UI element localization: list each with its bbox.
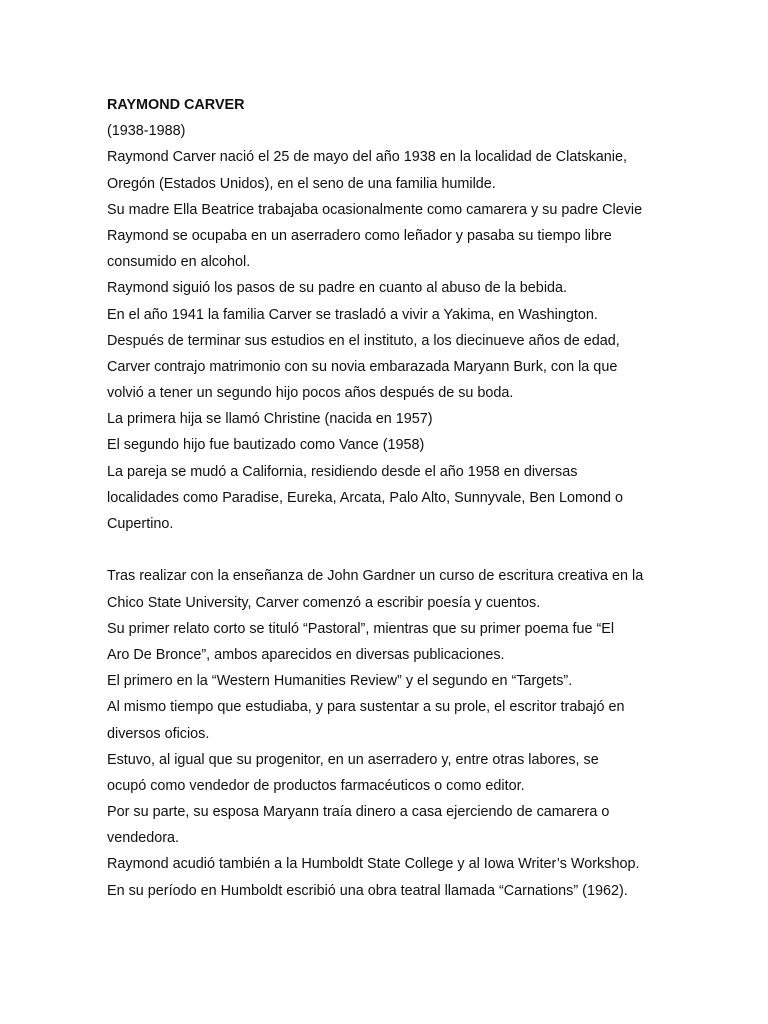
document-title: RAYMOND CARVER: [107, 97, 245, 113]
text-line: En su período en Humboldt escribió una obra teatral llamada “Carnations” (1962).: [107, 882, 628, 899]
text-line: Aro De Bronce”, ambos aparecidos en diversas publicaciones.: [107, 646, 505, 663]
text-line: Oregón (Estados Unidos), en el seno de una familia humilde.: [107, 175, 496, 192]
paragraph-spacer: [107, 537, 667, 563]
document-page: [107, 92, 667, 904]
text-line: Al mismo tiempo que estudiaba, y para sustentar a su prole, el escritor trabajó en: [107, 699, 625, 716]
text-line: ocupó como vendedor de productos farmacéuticos o como editor.: [107, 777, 525, 794]
text-line: Cupertino.: [107, 516, 174, 532]
text-line: Raymond se ocupaba en un aserradero como leñador y pasaba su tiempo libre: [107, 227, 612, 244]
paragraph-1: [107, 144, 667, 537]
text-line: diversos oficios.: [107, 725, 210, 742]
text-line: Chico State University, Carver comenzó a escribir poesía y cuentos.: [107, 594, 541, 611]
text-line: La primera hija se llamó Christine (nacida en 1957): [107, 411, 433, 428]
text-line: vendedora.: [107, 830, 180, 847]
text-line: Carver contrajo matrimonio con su novia embarazada Maryann Burk, con la que: [107, 358, 618, 375]
text-line: volvió a tener un segundo hijo pocos años después de su boda.: [107, 385, 514, 402]
paragraph-2: [107, 563, 667, 903]
text-line: El primero en la “Western Humanities Review” y el segundo en “Targets”.: [107, 673, 573, 690]
text-line: Su madre Ella Beatrice trabajaba ocasionalmente como camarera y su padre Clevie: [107, 201, 643, 218]
document-years: (1938-1988): [107, 123, 186, 140]
text-line: En el año 1941 la familia Carver se trasladó a vivir a Yakima, en Washington.: [107, 306, 598, 323]
text-line: La pareja se mudó a California, residiendo desde el año 1958 en diversas: [107, 463, 578, 480]
text-line: Raymond siguió los pasos de su padre en cuanto al abuso de la bebida.: [107, 280, 568, 297]
text-line: Estuvo, al igual que su progenitor, en un aserradero y, entre otras labores, se: [107, 751, 599, 768]
text-line: Después de terminar sus estudios en el instituto, a los diecinueve años de edad,: [107, 332, 620, 349]
text-line: El segundo hijo fue bautizado como Vance (1958): [107, 437, 425, 454]
text-line: localidades como Paradise, Eureka, Arcata, Palo Alto, Sunnyvale, Ben Lomond o: [107, 489, 623, 506]
text-line: Tras realizar con la enseñanza de John Gardner un curso de escritura creativa en la: [107, 568, 644, 585]
text-line: Por su parte, su esposa Maryann traía dinero a casa ejerciendo de camarera o: [107, 804, 610, 821]
text-line: Su primer relato corto se tituló “Pastoral”, mientras que su primer poema fue “El: [107, 620, 615, 637]
text-line: Raymond Carver nació el 25 de mayo del año 1938 en la localidad de Clatskanie,: [107, 149, 627, 166]
text-line: consumido en alcohol.: [107, 254, 251, 271]
text-line: Raymond acudió también a la Humboldt State College y al Iowa Writer’s Workshop.: [107, 856, 640, 873]
